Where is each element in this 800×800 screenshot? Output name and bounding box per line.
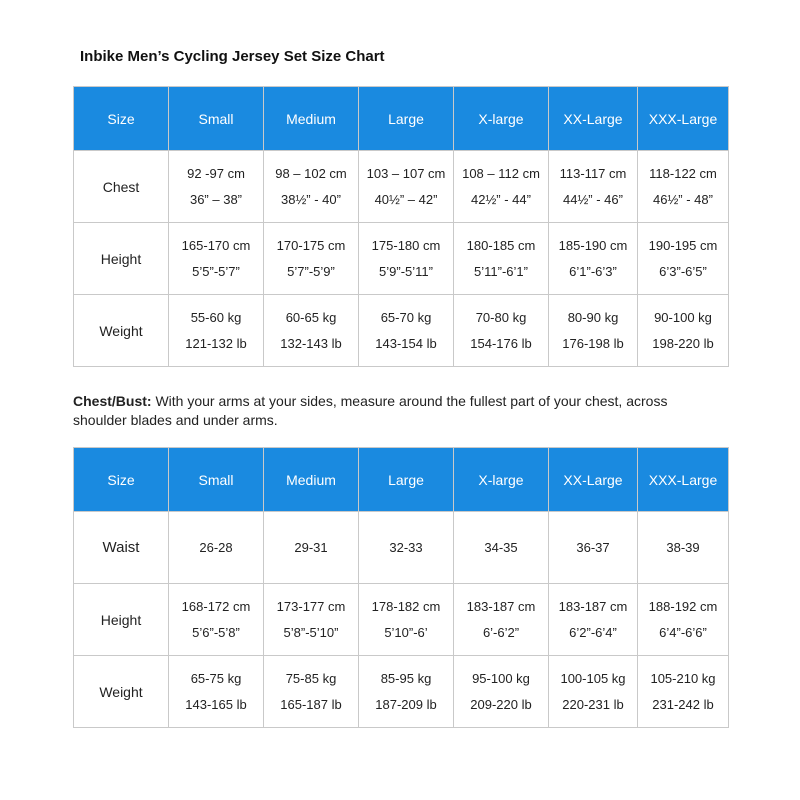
table-cell [454,151,549,223]
cell-imperial: 44½” - 46” [563,191,623,207]
table-cell: 32-33 [359,512,454,584]
cell-metric: 70-80 kg [475,309,527,325]
cell-imperial: 5’6”-5’8” [192,624,240,640]
column-header-large: Large [359,448,454,512]
cell-imperial: 176-198 lb [562,335,624,351]
table-row-waist [74,512,729,584]
cell-metric: 113-117 cm [559,165,627,181]
cell-imperial: 5’10”-6’ [384,624,428,640]
cell-imperial: 6’1”-6’3” [569,263,617,279]
table-cell [169,295,264,367]
table-cell [359,584,454,656]
cell-metric: 183-187 cm [466,598,536,614]
column-header-xxx-large: XXX-Large [638,448,729,512]
table-cell [638,223,729,295]
column-header-small: Small [169,448,264,512]
column-header-large: Large [359,87,454,151]
cell-imperial: 209-220 lb [470,696,532,712]
table-cell [359,295,454,367]
page-title: Inbike Men’s Cycling Jersey Set Size Chart [80,48,385,65]
table-row-height [74,223,729,295]
table-cell: 38-39 [638,512,729,584]
column-header-size: Size [74,87,169,151]
row-label: Height [74,584,169,656]
cell-metric: 98 – 102 cm [275,165,347,181]
cell-imperial: 165-187 lb [280,696,342,712]
table-cell [264,223,359,295]
column-header-xx-large: XX-Large [549,87,638,151]
cell-metric: 178-182 cm [371,598,441,614]
cell-imperial: 143-154 lb [375,335,437,351]
table-cell [169,223,264,295]
cell-metric: 65-70 kg [380,309,432,325]
table-cell [454,223,549,295]
table-cell [169,151,264,223]
table-cell [638,584,729,656]
table-cell: 26-28 [169,512,264,584]
table-cell [638,295,729,367]
note-label: Chest/Bust: [73,393,152,409]
cell-metric: 92 -97 cm [187,165,245,181]
table-header-row [74,87,729,151]
cell-imperial: 143-165 lb [185,696,247,712]
cell-metric: 175-180 cm [371,237,441,253]
table-cell: 29-31 [264,512,359,584]
cell-imperial: 5’5”-5’7” [192,263,240,279]
cell-metric: 168-172 cm [181,598,251,614]
table-cell [359,656,454,728]
column-header-medium: Medium [264,448,359,512]
measurement-note [73,392,673,430]
cell-imperial: 6’2”-6’4” [569,624,617,640]
cell-imperial: 187-209 lb [375,696,437,712]
table-cell [169,584,264,656]
cell-metric: 180-185 cm [466,237,536,253]
cell-imperial: 46½” - 48” [653,191,713,207]
cell-metric: 95-100 kg [472,670,530,686]
table-cell [264,584,359,656]
row-label: Waist [74,512,169,584]
cell-imperial: 5’9”-5’11” [379,263,433,279]
cell-metric: 60-65 kg [285,309,337,325]
table-cell: 36-37 [549,512,638,584]
cell-imperial: 220-231 lb [562,696,624,712]
cell-imperial: 5’11”-6’1” [474,263,528,279]
table-row-chest [74,151,729,223]
table-cell [549,151,638,223]
note-text: With your arms at your sides, measure around the fullest part of your chest, across shoulder blades and under arms. [73,393,668,428]
table-cell [549,223,638,295]
cell-imperial: 121-132 lb [185,335,247,351]
table-cell: 34-35 [454,512,549,584]
row-label: Height [74,223,169,295]
cell-imperial: 5’8”-5’10” [283,624,339,640]
cell-metric: 165-170 cm [181,237,251,253]
table-cell [454,584,549,656]
cell-imperial: 6’4”-6’6” [659,624,707,640]
size-table-pants [73,447,729,728]
column-header-x-large: X-large [454,87,549,151]
table-cell [169,656,264,728]
table-cell [638,151,729,223]
cell-imperial: 231-242 lb [652,696,714,712]
cell-metric: 118-122 cm [649,165,717,181]
cell-metric: 90-100 kg [654,309,712,325]
cell-metric: 85-95 kg [380,670,432,686]
table-cell [549,584,638,656]
row-label: Weight [74,656,169,728]
cell-imperial: 5’7”-5’9” [287,263,335,279]
table-cell [549,295,638,367]
row-label: Chest [74,151,169,223]
cell-metric: 190-195 cm [648,237,718,253]
cell-imperial: 40½” – 42” [374,191,438,207]
cell-imperial: 6’3”-6’5” [659,263,707,279]
table-cell [454,656,549,728]
cell-imperial: 36” – 38” [189,191,243,207]
cell-imperial: 42½” - 44” [471,191,531,207]
cell-metric: 103 – 107 cm [366,165,446,181]
cell-metric: 188-192 cm [648,598,718,614]
column-header-size: Size [74,448,169,512]
cell-imperial: 6’-6’2” [482,624,520,640]
cell-metric: 170-175 cm [276,237,346,253]
column-header-xx-large: XX-Large [549,448,638,512]
cell-imperial: 132-143 lb [280,335,342,351]
cell-metric: 75-85 kg [285,670,337,686]
cell-metric: 173-177 cm [276,598,346,614]
table-row-weight [74,295,729,367]
column-header-medium: Medium [264,87,359,151]
cell-metric: 100-105 kg [560,670,626,686]
table-header-row [74,448,729,512]
cell-metric: 65-75 kg [190,670,242,686]
cell-metric: 185-190 cm [558,237,628,253]
table-cell [454,295,549,367]
row-label: Weight [74,295,169,367]
table-cell [264,656,359,728]
table-cell [359,151,454,223]
cell-metric: 183-187 cm [558,598,628,614]
cell-imperial: 38½” - 40” [281,191,341,207]
table-row-height [74,584,729,656]
table-cell [264,295,359,367]
cell-metric: 108 – 112 cm [462,165,540,181]
table-cell [549,656,638,728]
cell-imperial: 198-220 lb [652,335,714,351]
table-cell [264,151,359,223]
table-row-weight [74,656,729,728]
table-cell [359,223,454,295]
column-header-x-large: X-large [454,448,549,512]
cell-metric: 105-210 kg [650,670,716,686]
table-cell [638,656,729,728]
cell-imperial: 154-176 lb [470,335,532,351]
cell-metric: 55-60 kg [190,309,242,325]
column-header-xxx-large: XXX-Large [638,87,729,151]
size-table-jersey [73,86,729,367]
cell-metric: 80-90 kg [567,309,619,325]
column-header-small: Small [169,87,264,151]
